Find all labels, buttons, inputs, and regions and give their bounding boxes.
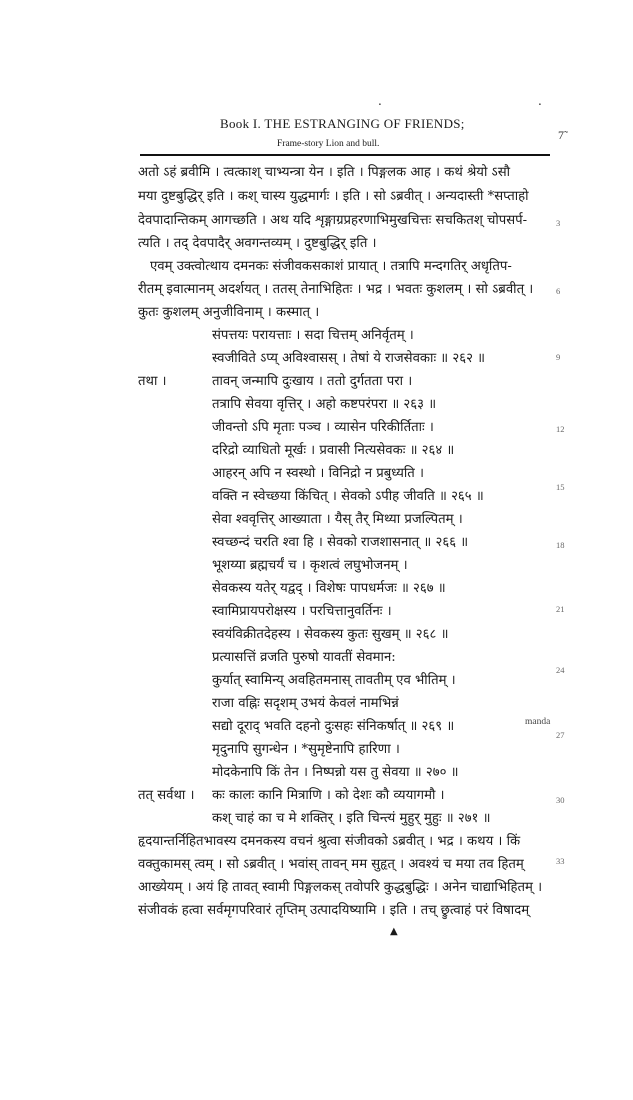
- print-speck: .: [378, 94, 382, 108]
- margin-line-number: 21: [556, 604, 565, 614]
- verse-line: सद्यो दूराद् भवति दहनो दुःसहः संनिकर्षात् ॥ २६९ ॥: [212, 719, 455, 734]
- verse-line: दरिद्रो व्याधितो मूर्खः । प्रवासी नित्यसेवकः ॥ २६४ ॥: [212, 443, 455, 458]
- verse-line: जीवन्तो ऽपि मृताः पञ्च । व्यासेन परिकीर्तिताः ।: [212, 420, 434, 435]
- verse-line: संपत्तयः परायत्ताः । सदा चित्तम् अनिर्वृतम् ।: [212, 328, 414, 343]
- verse-line: सेवा श्ववृत्तिर् आख्याता । यैस् तैर् मिथ्या प्रजल्पितम् ।: [212, 512, 463, 527]
- margin-line-number: 12: [556, 424, 565, 434]
- verse-line: मृदुनापि सुगन्धेन । *सुमृष्टेनापि हारिणा ।: [212, 742, 400, 757]
- verse-line: मोदकेनापि किं तेन । निष्पन्नो यस तु सेवया ॥ २७० ॥: [212, 765, 459, 780]
- header-rule: [140, 154, 550, 156]
- margin-line-number: 24: [556, 665, 565, 675]
- ornament-mark: ▲: [390, 926, 398, 937]
- margin-line-number: 27: [556, 730, 565, 740]
- print-speck: .: [538, 94, 542, 108]
- verse-line: वक्ति न स्वेच्छया किंचित् । सेवको ऽपीह जीवति ॥ २६५ ॥: [212, 489, 484, 504]
- verse-line: कश् चाहं का च मे शक्तिर् । इति चिन्त्यं मुहुर् मुहुः ॥ २७१ ॥: [212, 811, 491, 826]
- verse-line: आहरन् अपि न स्वस्थो । विनिद्रो न प्रबुध्यति ।: [212, 466, 424, 481]
- text-line: आख्येयम् । अयं हि तावत् स्वामी पिङ्गलकस् तवोपरि कुद्धबुद्धिः । अनेन चाद्याभिहितम् ।: [138, 880, 543, 895]
- verse-line: स्वजीविते ऽप्य् अविश्वासस् । तेषां ये राजसेवकाः ॥ २६२ ॥: [212, 351, 486, 366]
- verse-line: स्वयंविक्रीतदेहस्य । सेवकस्य कुतः सुखम् ॥ २६८ ॥: [212, 627, 449, 642]
- verse-line: राजा वह्निः सदृशम् उभयं केवलं नामभिन्नं: [212, 696, 399, 711]
- text-line: एवम् उक्त्वोत्थाय दमनकः संजीवकसकाशं प्रायात् । तत्रापि मन्दगतिर् अधृतिप-: [150, 259, 512, 274]
- verse-line: तावन् जन्मापि दुःखाय । ततो दुर्गतता परा ।: [212, 374, 413, 389]
- text-line: कुतः कुशलम् अनुजीविनाम् । कस्मात् ।: [138, 305, 320, 320]
- verse-line: स्वामिप्रायपरोक्षस्य । परचित्तानुवर्तिनः ।: [212, 604, 392, 619]
- verse-line: भूशय्या ब्रह्मचर्यं च । कृशत्वं लघुभोजनम् ।: [212, 558, 408, 573]
- margin-line-number: 9: [556, 352, 561, 362]
- margin-line-number: 18: [556, 540, 565, 550]
- margin-line-number: 3: [556, 218, 561, 228]
- verse-line: स्वच्छन्दं चरति श्वा हि । सेवको राजशासनात् ॥ २६६ ॥: [212, 535, 469, 550]
- running-head-title: Book I. THE ESTRANGING OF FRIENDS;: [220, 116, 465, 131]
- verse-line: कुर्यात् स्वामिन्य् अवहितमनास् तावतीम् एव भीतिम् ।: [212, 673, 456, 688]
- verse-line: प्रत्यासत्तिं व्रजति पुरुषो यावतीं सेवमान:: [212, 650, 396, 665]
- transition-label: तत् सर्वथा ।: [138, 788, 195, 803]
- margin-line-number: 33: [556, 856, 565, 866]
- margin-line-number: 30: [556, 795, 565, 805]
- transition-label: तथा ।: [138, 374, 167, 389]
- text-line: अतो ऽहं ब्रवीमि । त्वत्काश् चाभ्यन्त्रा येन । इति । पिङ्गलक आह । कथं श्रेयो ऽसौ: [138, 165, 511, 180]
- text-line: वक्तुकामस् त्वम् । सो ऽब्रवीत् । भवांस् तावन् मम सुहृत् । अवश्यं च मया तव हितम्: [138, 857, 524, 872]
- margin-note: manda: [525, 717, 551, 727]
- text-line: रीतम् इवात्मानम् अदर्शयत् । ततस् तेनाभिहितः । भद्र । भवतः कुशलम् । सो ऽब्रवीत् ।: [138, 282, 534, 297]
- text-line: संजीवकं हत्वा सर्वमृगपरिवारं तृप्तिम् उत्पादयिष्यामि । इति । तच् छ्रुत्वाहं परं विषादम्: [138, 903, 530, 918]
- verse-line: कः कालः कानि मित्राणि । को देशः कौ व्ययागमौ ।: [212, 788, 445, 803]
- text-line: त्यति । तद् देवपादैर् अवगन्तव्यम् । दुष्टबुद्धिर् इति ।: [138, 236, 377, 251]
- margin-line-number: 6: [556, 286, 561, 296]
- text-line: हृदयान्तर्निहितभावस्य दमनकस्य वचनं श्रुत्वा संजीवको ऽब्रवीत् । भद्र । कथय । किं: [138, 834, 521, 849]
- verse-line: सेवकस्य यतेर् यद्वद् । विशेषः पापधर्मजः ॥ २६७ ॥: [212, 581, 446, 596]
- text-line: मया दुष्टबुद्धिर् इति । कश् चास्य युद्धमार्गः । इति । सो ऽब्रवीत् । अन्यदास्ती *सप्ताहो: [138, 189, 529, 204]
- margin-line-number: 15: [556, 482, 565, 492]
- verse-line: तत्रापि सेवया वृत्तिर् । अहो कष्टपरंपरा ॥ २६३ ॥: [212, 397, 437, 412]
- running-head-subtitle: Frame-story Lion and bull.: [277, 139, 380, 149]
- page-number-mark: 7̃: [558, 128, 564, 142]
- text-line: देवपादान्तिकम् आगच्छति । अथ यदि शृङ्गाग्रप्रहरणाभिमुखचित्तः सचकितश् चोपसर्प-: [138, 213, 528, 228]
